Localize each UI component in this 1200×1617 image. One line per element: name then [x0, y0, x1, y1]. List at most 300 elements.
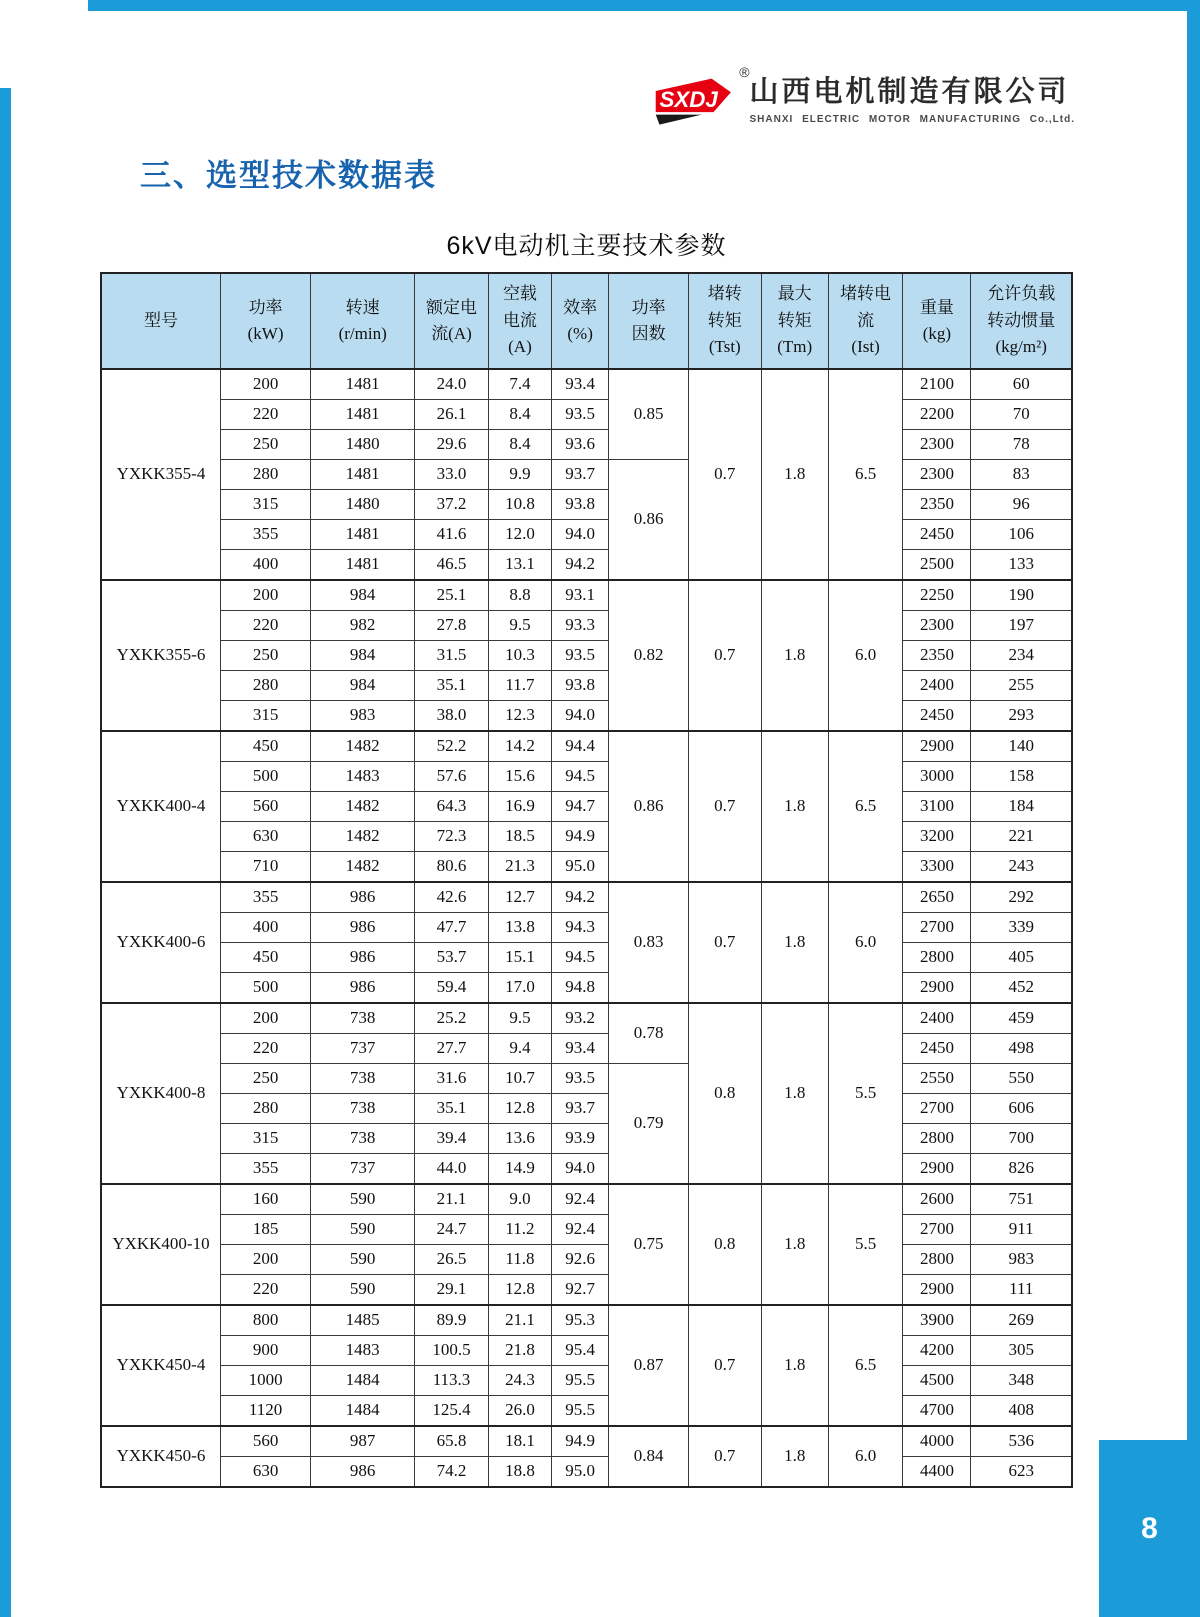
power-factor-cell: 0.87	[609, 1305, 689, 1426]
sxdj-logo-icon	[652, 64, 750, 130]
inertia-cell: 606	[971, 1094, 1072, 1124]
weight-cell: 4700	[903, 1396, 971, 1427]
inertia-cell: 623	[971, 1457, 1072, 1488]
max-torque-cell: 1.8	[761, 1184, 828, 1305]
no-load-current-cell: 10.3	[488, 641, 551, 671]
rated-current-cell: 33.0	[415, 460, 489, 490]
speed-cell: 737	[311, 1034, 415, 1064]
locked-rotor-torque-cell: 0.7	[688, 882, 761, 1003]
efficiency-cell: 93.8	[552, 671, 609, 701]
table-row	[101, 1154, 1072, 1185]
locked-rotor-current-cell: 6.0	[828, 580, 903, 731]
inertia-cell: 751	[971, 1184, 1072, 1215]
power-cell: 315	[220, 701, 310, 732]
table-row	[101, 762, 1072, 792]
inertia-cell: 197	[971, 611, 1072, 641]
col-header-power: 功率 (kW)	[220, 273, 310, 369]
col-header-model: 型号	[101, 273, 220, 369]
table-row	[101, 400, 1072, 430]
power-cell: 355	[220, 1154, 310, 1185]
inertia-cell: 700	[971, 1124, 1072, 1154]
efficiency-cell: 94.9	[552, 822, 609, 852]
locked-rotor-torque-cell: 0.7	[688, 1305, 761, 1426]
table-row	[101, 580, 1072, 611]
inertia-cell: 292	[971, 882, 1072, 913]
no-load-current-cell: 21.1	[488, 1305, 551, 1336]
col-header-power-factor: 功率 因数	[609, 273, 689, 369]
speed-cell: 1482	[311, 792, 415, 822]
power-cell: 315	[220, 490, 310, 520]
rated-current-cell: 59.4	[415, 973, 489, 1004]
locked-rotor-current-cell: 6.0	[828, 1426, 903, 1487]
speed-cell: 1481	[311, 520, 415, 550]
rated-current-cell: 64.3	[415, 792, 489, 822]
motor-parameters-table	[100, 272, 1073, 1488]
inertia-cell: 243	[971, 852, 1072, 883]
col-header-locked-rotor-torque: 堵转 转矩 (Tst)	[688, 273, 761, 369]
rated-current-cell: 26.1	[415, 400, 489, 430]
power-cell: 800	[220, 1305, 310, 1336]
weight-cell: 2700	[903, 1215, 971, 1245]
no-load-current-cell: 21.3	[488, 852, 551, 883]
table-row	[101, 430, 1072, 460]
speed-cell: 1480	[311, 430, 415, 460]
col-header-inertia: 允许负载 转动惯量 (kg/m²)	[971, 273, 1072, 369]
power-factor-cell: 0.84	[609, 1426, 689, 1487]
inertia-cell: 269	[971, 1305, 1072, 1336]
locked-rotor-current-cell: 5.5	[828, 1184, 903, 1305]
speed-cell: 1481	[311, 369, 415, 400]
rated-current-cell: 35.1	[415, 1094, 489, 1124]
speed-cell: 590	[311, 1245, 415, 1275]
weight-cell: 2250	[903, 580, 971, 611]
sxdj-emblem-icon	[652, 72, 734, 130]
no-load-current-cell: 13.6	[488, 1124, 551, 1154]
inertia-cell: 106	[971, 520, 1072, 550]
no-load-current-cell: 18.5	[488, 822, 551, 852]
no-load-current-cell: 8.4	[488, 400, 551, 430]
table-row	[101, 852, 1072, 883]
locked-rotor-torque-cell: 0.8	[688, 1184, 761, 1305]
model-cell: YXKK450-6	[101, 1426, 220, 1487]
no-load-current-cell: 15.6	[488, 762, 551, 792]
weight-cell: 2100	[903, 369, 971, 400]
weight-cell: 2400	[903, 1003, 971, 1034]
inertia-cell: 158	[971, 762, 1072, 792]
inertia-cell: 348	[971, 1366, 1072, 1396]
rated-current-cell: 25.2	[415, 1003, 489, 1034]
efficiency-cell: 95.3	[552, 1305, 609, 1336]
speed-cell: 1481	[311, 460, 415, 490]
no-load-current-cell: 7.4	[488, 369, 551, 400]
page-number: 8	[1141, 1511, 1158, 1545]
efficiency-cell: 94.2	[552, 550, 609, 581]
rated-current-cell: 29.1	[415, 1275, 489, 1306]
weight-cell: 2400	[903, 671, 971, 701]
inertia-cell: 140	[971, 731, 1072, 762]
power-factor-cell: 0.79	[609, 1064, 689, 1185]
weight-cell: 3900	[903, 1305, 971, 1336]
power-cell: 355	[220, 882, 310, 913]
speed-cell: 986	[311, 882, 415, 913]
inertia-cell: 452	[971, 973, 1072, 1004]
locked-rotor-torque-cell: 0.7	[688, 731, 761, 882]
table-row	[101, 1396, 1072, 1427]
rated-current-cell: 24.7	[415, 1215, 489, 1245]
efficiency-cell: 93.1	[552, 580, 609, 611]
power-cell: 200	[220, 1245, 310, 1275]
weight-cell: 2300	[903, 430, 971, 460]
efficiency-cell: 93.4	[552, 369, 609, 400]
no-load-current-cell: 12.0	[488, 520, 551, 550]
weight-cell: 3200	[903, 822, 971, 852]
table-row	[101, 1184, 1072, 1215]
locked-rotor-current-cell: 5.5	[828, 1003, 903, 1184]
efficiency-cell: 93.7	[552, 460, 609, 490]
col-header-locked-rotor-current: 堵转电 流 (Ist)	[828, 273, 903, 369]
power-factor-cell: 0.86	[609, 731, 689, 882]
power-cell: 560	[220, 792, 310, 822]
efficiency-cell: 93.6	[552, 430, 609, 460]
inertia-cell: 408	[971, 1396, 1072, 1427]
efficiency-cell: 94.0	[552, 1154, 609, 1185]
model-cell: YXKK400-8	[101, 1003, 220, 1184]
model-cell: YXKK450-4	[101, 1305, 220, 1426]
rated-current-cell: 100.5	[415, 1336, 489, 1366]
table-row	[101, 882, 1072, 913]
speed-cell: 986	[311, 973, 415, 1004]
speed-cell: 737	[311, 1154, 415, 1185]
efficiency-cell: 93.4	[552, 1034, 609, 1064]
power-cell: 250	[220, 430, 310, 460]
table-row	[101, 792, 1072, 822]
efficiency-cell: 93.8	[552, 490, 609, 520]
inertia-cell: 536	[971, 1426, 1072, 1457]
efficiency-cell: 92.6	[552, 1245, 609, 1275]
rated-current-cell: 35.1	[415, 671, 489, 701]
power-factor-cell: 0.82	[609, 580, 689, 731]
weight-cell: 2800	[903, 1124, 971, 1154]
efficiency-cell: 95.4	[552, 1336, 609, 1366]
locked-rotor-current-cell: 6.5	[828, 1305, 903, 1426]
speed-cell: 984	[311, 641, 415, 671]
table-row	[101, 731, 1072, 762]
speed-cell: 986	[311, 913, 415, 943]
power-cell: 500	[220, 762, 310, 792]
no-load-current-cell: 12.3	[488, 701, 551, 732]
speed-cell: 984	[311, 580, 415, 611]
col-header-weight: 重量 (kg)	[903, 273, 971, 369]
weight-cell: 2600	[903, 1184, 971, 1215]
speed-cell: 590	[311, 1275, 415, 1306]
rated-current-cell: 24.0	[415, 369, 489, 400]
inertia-cell: 305	[971, 1336, 1072, 1366]
efficiency-cell: 92.4	[552, 1215, 609, 1245]
table-body	[101, 369, 1072, 1487]
power-cell: 200	[220, 1003, 310, 1034]
rated-current-cell: 72.3	[415, 822, 489, 852]
speed-cell: 982	[311, 611, 415, 641]
rated-current-cell: 25.1	[415, 580, 489, 611]
company-name-cn: 山西电机制造有限公司	[749, 76, 1070, 109]
speed-cell: 1480	[311, 490, 415, 520]
locked-rotor-torque-cell: 0.7	[688, 369, 761, 580]
no-load-current-cell: 11.8	[488, 1245, 551, 1275]
no-load-current-cell: 18.8	[488, 1457, 551, 1488]
rated-current-cell: 113.3	[415, 1366, 489, 1396]
rated-current-cell: 26.5	[415, 1245, 489, 1275]
no-load-current-cell: 11.7	[488, 671, 551, 701]
table-row	[101, 1124, 1072, 1154]
table-header	[101, 273, 1072, 369]
rated-current-cell: 125.4	[415, 1396, 489, 1427]
weight-cell: 2350	[903, 641, 971, 671]
table-row	[101, 973, 1072, 1004]
inertia-cell: 83	[971, 460, 1072, 490]
power-cell: 900	[220, 1336, 310, 1366]
power-factor-cell: 0.86	[609, 460, 689, 581]
rated-current-cell: 57.6	[415, 762, 489, 792]
efficiency-cell: 93.3	[552, 611, 609, 641]
no-load-current-cell: 9.0	[488, 1184, 551, 1215]
col-header-efficiency: 效率 (%)	[552, 273, 609, 369]
table-row	[101, 460, 1072, 490]
weight-cell: 4200	[903, 1336, 971, 1366]
rated-current-cell: 46.5	[415, 550, 489, 581]
no-load-current-cell: 9.4	[488, 1034, 551, 1064]
weight-cell: 2300	[903, 460, 971, 490]
model-cell: YXKK400-4	[101, 731, 220, 882]
inertia-cell: 498	[971, 1034, 1072, 1064]
efficiency-cell: 95.5	[552, 1396, 609, 1427]
weight-cell: 2900	[903, 1275, 971, 1306]
efficiency-cell: 95.0	[552, 852, 609, 883]
inertia-cell: 133	[971, 550, 1072, 581]
table-row	[101, 701, 1072, 732]
power-cell: 450	[220, 731, 310, 762]
no-load-current-cell: 10.7	[488, 1064, 551, 1094]
table-row	[101, 943, 1072, 973]
max-torque-cell: 1.8	[761, 882, 828, 1003]
table-row	[101, 550, 1072, 581]
table-row	[101, 520, 1072, 550]
power-cell: 200	[220, 580, 310, 611]
inertia-cell: 60	[971, 369, 1072, 400]
col-header-speed: 转速 (r/min)	[311, 273, 415, 369]
weight-cell: 2650	[903, 882, 971, 913]
power-cell: 560	[220, 1426, 310, 1457]
table-row	[101, 1336, 1072, 1366]
efficiency-cell: 95.0	[552, 1457, 609, 1488]
power-cell: 220	[220, 1275, 310, 1306]
weight-cell: 2900	[903, 1154, 971, 1185]
power-factor-cell: 0.75	[609, 1184, 689, 1305]
power-cell: 185	[220, 1215, 310, 1245]
weight-cell: 3000	[903, 762, 971, 792]
speed-cell: 1481	[311, 400, 415, 430]
company-logo	[652, 64, 1075, 130]
locked-rotor-torque-cell: 0.8	[688, 1003, 761, 1184]
speed-cell: 590	[311, 1215, 415, 1245]
weight-cell: 4000	[903, 1426, 971, 1457]
rated-current-cell: 42.6	[415, 882, 489, 913]
no-load-current-cell: 12.8	[488, 1275, 551, 1306]
table-row	[101, 1215, 1072, 1245]
rated-current-cell: 80.6	[415, 852, 489, 883]
speed-cell: 984	[311, 671, 415, 701]
speed-cell: 1482	[311, 822, 415, 852]
rated-current-cell: 52.2	[415, 731, 489, 762]
weight-cell: 4400	[903, 1457, 971, 1488]
rated-current-cell: 31.6	[415, 1064, 489, 1094]
no-load-current-cell: 12.7	[488, 882, 551, 913]
speed-cell: 738	[311, 1064, 415, 1094]
inertia-cell: 255	[971, 671, 1072, 701]
rated-current-cell: 74.2	[415, 1457, 489, 1488]
power-cell: 630	[220, 1457, 310, 1488]
weight-cell: 2350	[903, 490, 971, 520]
table-row	[101, 1245, 1072, 1275]
inertia-cell: 983	[971, 1245, 1072, 1275]
speed-cell: 738	[311, 1003, 415, 1034]
no-load-current-cell: 9.5	[488, 1003, 551, 1034]
weight-cell: 2800	[903, 1245, 971, 1275]
company-name-en: SHANXI ELECTRIC MOTOR MANUFACTURING Co.,Ltd.	[749, 113, 1075, 125]
power-cell: 280	[220, 460, 310, 490]
efficiency-cell: 93.7	[552, 1094, 609, 1124]
locked-rotor-current-cell: 6.5	[828, 731, 903, 882]
max-torque-cell: 1.8	[761, 1305, 828, 1426]
weight-cell: 2300	[903, 611, 971, 641]
no-load-current-cell: 15.1	[488, 943, 551, 973]
speed-cell: 1484	[311, 1366, 415, 1396]
power-factor-cell: 0.83	[609, 882, 689, 1003]
no-load-current-cell: 13.8	[488, 913, 551, 943]
table-row	[101, 1034, 1072, 1064]
table-row	[101, 641, 1072, 671]
table-row	[101, 1094, 1072, 1124]
inertia-cell: 826	[971, 1154, 1072, 1185]
power-cell: 1000	[220, 1366, 310, 1396]
locked-rotor-current-cell: 6.5	[828, 369, 903, 580]
power-cell: 500	[220, 973, 310, 1004]
speed-cell: 1484	[311, 1396, 415, 1427]
model-cell: YXKK400-6	[101, 882, 220, 1003]
page-border-right	[1187, 0, 1200, 1617]
efficiency-cell: 94.5	[552, 943, 609, 973]
weight-cell: 3300	[903, 852, 971, 883]
efficiency-cell: 93.5	[552, 641, 609, 671]
power-cell: 280	[220, 671, 310, 701]
speed-cell: 590	[311, 1184, 415, 1215]
table-row	[101, 1275, 1072, 1306]
efficiency-cell: 94.0	[552, 701, 609, 732]
no-load-current-cell: 11.2	[488, 1215, 551, 1245]
inertia-cell: 190	[971, 580, 1072, 611]
power-cell: 450	[220, 943, 310, 973]
speed-cell: 1483	[311, 1336, 415, 1366]
power-cell: 160	[220, 1184, 310, 1215]
max-torque-cell: 1.8	[761, 1426, 828, 1487]
no-load-current-cell: 17.0	[488, 973, 551, 1004]
registered-trademark-icon: ®	[739, 64, 750, 80]
locked-rotor-torque-cell: 0.7	[688, 1426, 761, 1487]
efficiency-cell: 94.9	[552, 1426, 609, 1457]
speed-cell: 1482	[311, 731, 415, 762]
inertia-cell: 459	[971, 1003, 1072, 1034]
efficiency-cell: 94.4	[552, 731, 609, 762]
rated-current-cell: 27.7	[415, 1034, 489, 1064]
weight-cell: 2450	[903, 1034, 971, 1064]
efficiency-cell: 94.5	[552, 762, 609, 792]
table-row	[101, 671, 1072, 701]
rated-current-cell: 53.7	[415, 943, 489, 973]
no-load-current-cell: 13.1	[488, 550, 551, 581]
model-cell: YXKK355-6	[101, 580, 220, 731]
rated-current-cell: 38.0	[415, 701, 489, 732]
table-row	[101, 1366, 1072, 1396]
power-cell: 220	[220, 611, 310, 641]
power-factor-cell: 0.78	[609, 1003, 689, 1064]
power-cell: 250	[220, 641, 310, 671]
power-cell: 315	[220, 1124, 310, 1154]
locked-rotor-torque-cell: 0.7	[688, 580, 761, 731]
weight-cell: 4500	[903, 1366, 971, 1396]
logo-mark-text: SXDJ	[658, 87, 718, 113]
power-cell: 400	[220, 550, 310, 581]
power-cell: 710	[220, 852, 310, 883]
col-header-rated-current: 额定电 流(A)	[415, 273, 489, 369]
speed-cell: 1483	[311, 762, 415, 792]
power-cell: 200	[220, 369, 310, 400]
efficiency-cell: 94.0	[552, 520, 609, 550]
efficiency-cell: 93.9	[552, 1124, 609, 1154]
inertia-cell: 221	[971, 822, 1072, 852]
speed-cell: 983	[311, 701, 415, 732]
table-row	[101, 1305, 1072, 1336]
inertia-cell: 339	[971, 913, 1072, 943]
speed-cell: 1481	[311, 550, 415, 581]
efficiency-cell: 92.7	[552, 1275, 609, 1306]
rated-current-cell: 31.5	[415, 641, 489, 671]
inertia-cell: 184	[971, 792, 1072, 822]
table-title: 6kV电动机主要技术参数	[446, 232, 727, 260]
efficiency-cell: 92.4	[552, 1184, 609, 1215]
inertia-cell: 96	[971, 490, 1072, 520]
model-cell: YXKK355-4	[101, 369, 220, 580]
no-load-current-cell: 16.9	[488, 792, 551, 822]
logo-text	[750, 77, 1075, 125]
weight-cell: 2450	[903, 520, 971, 550]
table-row	[101, 490, 1072, 520]
table-row	[101, 1003, 1072, 1034]
inertia-cell: 234	[971, 641, 1072, 671]
inertia-cell: 911	[971, 1215, 1072, 1245]
table-row	[101, 913, 1072, 943]
no-load-current-cell: 14.2	[488, 731, 551, 762]
power-cell: 280	[220, 1094, 310, 1124]
no-load-current-cell: 8.8	[488, 580, 551, 611]
rated-current-cell: 41.6	[415, 520, 489, 550]
efficiency-cell: 93.5	[552, 1064, 609, 1094]
col-header-no-load-current: 空载 电流 (A)	[488, 273, 551, 369]
efficiency-cell: 94.3	[552, 913, 609, 943]
efficiency-cell: 93.2	[552, 1003, 609, 1034]
rated-current-cell: 89.9	[415, 1305, 489, 1336]
weight-cell: 2700	[903, 913, 971, 943]
locked-rotor-current-cell: 6.0	[828, 882, 903, 1003]
max-torque-cell: 1.8	[761, 1003, 828, 1184]
